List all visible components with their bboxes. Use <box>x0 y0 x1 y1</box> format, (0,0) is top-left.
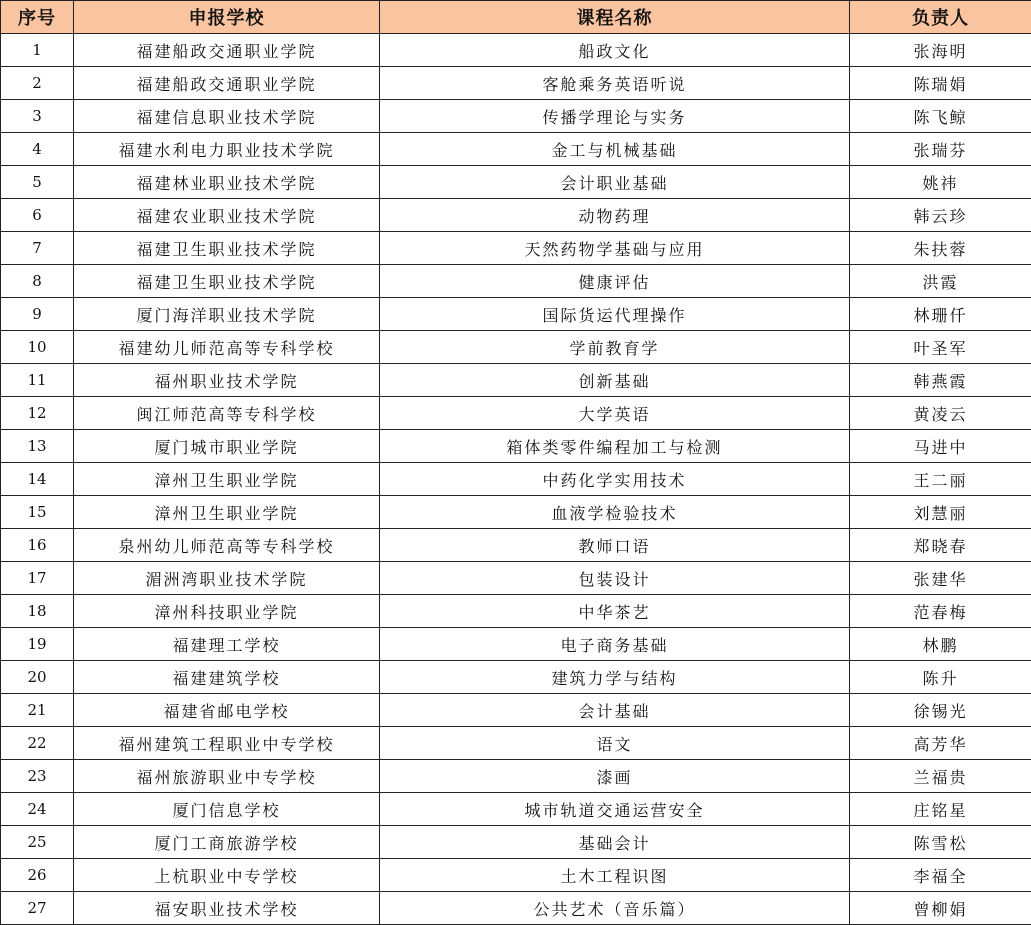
table-row <box>1 529 1031 562</box>
cell-course: 会计基础 <box>380 694 850 727</box>
cell-school: 漳州科技职业学院 <box>74 595 380 628</box>
table-row <box>1 793 1031 826</box>
header-row <box>1 1 1031 34</box>
cell-school: 厦门海洋职业技术学院 <box>74 298 380 331</box>
cell-school: 漳州卫生职业学院 <box>74 496 380 529</box>
cell-owner: 刘慧丽 <box>850 496 1031 529</box>
cell-owner: 范春梅 <box>850 595 1031 628</box>
header-course: 课程名称 <box>380 1 850 34</box>
cell-course: 箱体类零件编程加工与检测 <box>380 430 850 463</box>
cell-school: 厦门工商旅游学校 <box>74 826 380 859</box>
cell-owner: 陈瑞娟 <box>850 67 1031 100</box>
cell-owner: 洪霞 <box>850 265 1031 298</box>
cell-no: 5 <box>1 166 74 199</box>
cell-school: 福州建筑工程职业中专学校 <box>74 727 380 760</box>
cell-school: 福州旅游职业中专学校 <box>74 760 380 793</box>
cell-no: 2 <box>1 67 74 100</box>
cell-school: 福建省邮电学校 <box>74 694 380 727</box>
table-row <box>1 331 1031 364</box>
cell-owner: 李福全 <box>850 859 1031 892</box>
cell-school: 福建幼儿师范高等专科学校 <box>74 331 380 364</box>
cell-school: 漳州卫生职业学院 <box>74 463 380 496</box>
cell-school: 泉州幼儿师范高等专科学校 <box>74 529 380 562</box>
cell-no: 14 <box>1 463 74 496</box>
cell-no: 6 <box>1 199 74 232</box>
table-row <box>1 166 1031 199</box>
cell-course: 公共艺术（音乐篇） <box>380 892 850 925</box>
table-row <box>1 826 1031 859</box>
table-row <box>1 562 1031 595</box>
cell-owner: 朱扶蓉 <box>850 232 1031 265</box>
cell-owner: 韩燕霞 <box>850 364 1031 397</box>
cell-owner: 马进中 <box>850 430 1031 463</box>
cell-school: 湄洲湾职业技术学院 <box>74 562 380 595</box>
table-row <box>1 199 1031 232</box>
cell-school: 福建船政交通职业学院 <box>74 67 380 100</box>
cell-course: 建筑力学与结构 <box>380 661 850 694</box>
cell-no: 26 <box>1 859 74 892</box>
cell-no: 1 <box>1 34 74 67</box>
cell-course: 教师口语 <box>380 529 850 562</box>
cell-no: 4 <box>1 133 74 166</box>
cell-school: 闽江师范高等专科学校 <box>74 397 380 430</box>
cell-school: 福建卫生职业技术学院 <box>74 265 380 298</box>
cell-owner: 陈升 <box>850 661 1031 694</box>
cell-owner: 韩云珍 <box>850 199 1031 232</box>
cell-school: 福建船政交通职业学院 <box>74 34 380 67</box>
cell-owner: 叶圣军 <box>850 331 1031 364</box>
cell-owner: 兰福贵 <box>850 760 1031 793</box>
cell-owner: 陈飞鲸 <box>850 100 1031 133</box>
cell-course: 土木工程识图 <box>380 859 850 892</box>
cell-no: 13 <box>1 430 74 463</box>
cell-course: 客舱乘务英语听说 <box>380 67 850 100</box>
cell-school: 福建理工学校 <box>74 628 380 661</box>
cell-no: 11 <box>1 364 74 397</box>
table-header <box>1 1 1031 34</box>
table-row <box>1 727 1031 760</box>
cell-no: 25 <box>1 826 74 859</box>
cell-no: 17 <box>1 562 74 595</box>
cell-course: 船政文化 <box>380 34 850 67</box>
cell-owner: 林鹏 <box>850 628 1031 661</box>
cell-owner: 姚祎 <box>850 166 1031 199</box>
cell-no: 8 <box>1 265 74 298</box>
table-row <box>1 694 1031 727</box>
table-row <box>1 760 1031 793</box>
cell-school: 福建信息职业技术学院 <box>74 100 380 133</box>
header-no: 序号 <box>1 1 74 34</box>
table-row <box>1 628 1031 661</box>
cell-no: 23 <box>1 760 74 793</box>
cell-owner: 庄铭星 <box>850 793 1031 826</box>
cell-no: 10 <box>1 331 74 364</box>
cell-owner: 王二丽 <box>850 463 1031 496</box>
cell-no: 16 <box>1 529 74 562</box>
cell-course: 包装设计 <box>380 562 850 595</box>
cell-no: 20 <box>1 661 74 694</box>
cell-no: 21 <box>1 694 74 727</box>
table-row <box>1 265 1031 298</box>
table-row <box>1 298 1031 331</box>
cell-course: 基础会计 <box>380 826 850 859</box>
cell-owner: 林珊仟 <box>850 298 1031 331</box>
cell-owner: 曾柳娟 <box>850 892 1031 925</box>
cell-course: 中华茶艺 <box>380 595 850 628</box>
table-row <box>1 397 1031 430</box>
cell-course: 语文 <box>380 727 850 760</box>
cell-owner: 高芳华 <box>850 727 1031 760</box>
table-row <box>1 892 1031 925</box>
table-row <box>1 232 1031 265</box>
cell-no: 18 <box>1 595 74 628</box>
cell-school: 福州职业技术学院 <box>74 364 380 397</box>
cell-no: 9 <box>1 298 74 331</box>
cell-school: 厦门信息学校 <box>74 793 380 826</box>
cell-course: 天然药物学基础与应用 <box>380 232 850 265</box>
cell-course: 城市轨道交通运营安全 <box>380 793 850 826</box>
table-row <box>1 463 1031 496</box>
table-row <box>1 859 1031 892</box>
cell-school: 上杭职业中专学校 <box>74 859 380 892</box>
table-row <box>1 430 1031 463</box>
cell-course: 动物药理 <box>380 199 850 232</box>
cell-no: 19 <box>1 628 74 661</box>
cell-owner: 张建华 <box>850 562 1031 595</box>
cell-school: 福建卫生职业技术学院 <box>74 232 380 265</box>
table-row <box>1 100 1031 133</box>
table-row <box>1 661 1031 694</box>
cell-course: 会计职业基础 <box>380 166 850 199</box>
table-row <box>1 496 1031 529</box>
cell-no: 27 <box>1 892 74 925</box>
cell-owner: 张瑞芬 <box>850 133 1031 166</box>
cell-course: 电子商务基础 <box>380 628 850 661</box>
cell-owner: 徐锡光 <box>850 694 1031 727</box>
table-row <box>1 133 1031 166</box>
cell-course: 漆画 <box>380 760 850 793</box>
cell-course: 创新基础 <box>380 364 850 397</box>
cell-school: 厦门城市职业学院 <box>74 430 380 463</box>
table-row <box>1 67 1031 100</box>
table-row <box>1 595 1031 628</box>
cell-owner: 陈雪松 <box>850 826 1031 859</box>
cell-course: 血液学检验技术 <box>380 496 850 529</box>
header-school: 申报学校 <box>74 1 380 34</box>
cell-course: 传播学理论与实务 <box>380 100 850 133</box>
cell-school: 福建林业职业技术学院 <box>74 166 380 199</box>
cell-owner: 张海明 <box>850 34 1031 67</box>
table-row <box>1 364 1031 397</box>
cell-course: 国际货运代理操作 <box>380 298 850 331</box>
cell-school: 福建农业职业技术学院 <box>74 199 380 232</box>
cell-school: 福建水利电力职业技术学院 <box>74 133 380 166</box>
cell-no: 12 <box>1 397 74 430</box>
cell-no: 22 <box>1 727 74 760</box>
cell-course: 中药化学实用技术 <box>380 463 850 496</box>
cell-school: 福建建筑学校 <box>74 661 380 694</box>
table-body <box>1 34 1031 925</box>
cell-owner: 黄凌云 <box>850 397 1031 430</box>
cell-no: 3 <box>1 100 74 133</box>
cell-course: 学前教育学 <box>380 331 850 364</box>
cell-no: 24 <box>1 793 74 826</box>
header-owner: 负责人 <box>850 1 1031 34</box>
cell-owner: 郑晓春 <box>850 529 1031 562</box>
cell-school: 福安职业技术学校 <box>74 892 380 925</box>
cell-no: 15 <box>1 496 74 529</box>
cell-no: 7 <box>1 232 74 265</box>
table-row <box>1 34 1031 67</box>
cell-course: 金工与机械基础 <box>380 133 850 166</box>
cell-course: 大学英语 <box>380 397 850 430</box>
cell-course: 健康评估 <box>380 265 850 298</box>
